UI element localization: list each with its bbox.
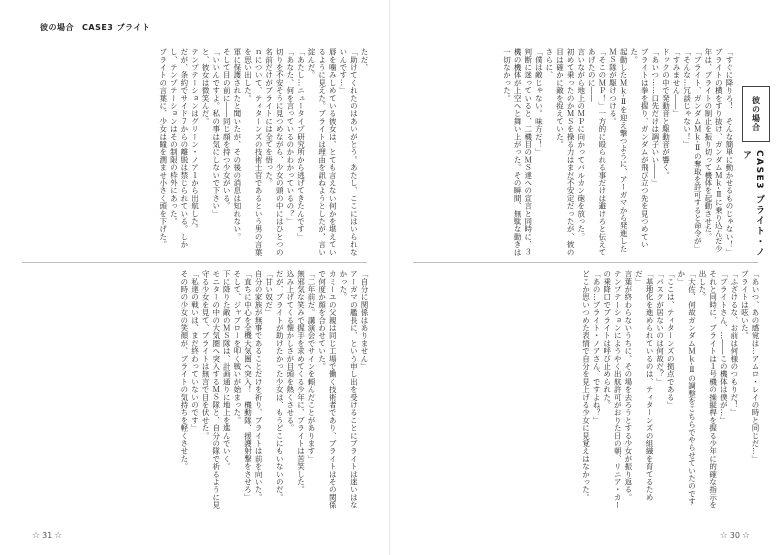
paragraph: 「大佐、何故ガンダムＭｋ‐Ⅱの調整をこちらでやらせていたのですか」 xyxy=(676,270,697,506)
star-ornament-icon: ☆ xyxy=(54,531,63,541)
paragraph: 起動したＭｋ‐Ⅱを迎え撃つように、アーガマから発進したＭＳ隊が駆けつける。 xyxy=(608,48,629,253)
paragraph: 「すみません――」 xyxy=(672,48,682,118)
paragraph: 「助けてくれたのはあいがとう。あたし、ここにはいられないんです…」 xyxy=(338,48,359,256)
paragraph: ただ、 xyxy=(360,48,369,72)
page-number-value: 30 xyxy=(729,531,740,540)
paragraph: ドックの中で発動音と駆動音が響く。 xyxy=(661,48,671,179)
paragraph: 「ここは、ティターンズの拠点である」 xyxy=(666,270,676,409)
paragraph: 「ブライト、ガンダムＭｋ‐Ⅱの奪取を許可すると命令が」 xyxy=(693,48,703,253)
paragraph: 「私達の戦いは、まだ終わっていないのです」 xyxy=(190,270,200,432)
paragraph: ブライトは拳を握り、ガンダムが飛び立つ先を見つめていた。 xyxy=(629,48,650,249)
paragraph: 「そこのＭＰ！」一方的に殴られる事だけは避けろと伝えてあげたのに―― xyxy=(587,48,607,256)
paragraph: ブライトの言葉に、少女は瞳を潤ませ小さく頭を下げた。 xyxy=(158,48,168,249)
paragraph: ブライトは呟いた。 xyxy=(740,270,750,340)
paragraph: 下に降りた敵のＭＳ隊は、計画通りに地上を進んでいく。 xyxy=(222,270,232,471)
paragraph: だが、ブライトが助けたかった少女は、もうどこにもいないのだ。 xyxy=(275,270,285,501)
paragraph: テンプテーションはグリーン・ノア１から出航した。 xyxy=(190,48,200,233)
paragraph: 「基地化を進められているのは、ティターンズの組織を育てるためだ」 xyxy=(634,270,655,501)
paragraph: その時の少女の笑顔が、ブライトの気持ちを軽くさせた。 xyxy=(179,270,189,471)
star-ornament-icon: ☆ xyxy=(32,531,41,541)
paragraph: 「ブライトさん、…――この機体は僕が…」 xyxy=(719,270,729,424)
paragraph: アーガマの艦長に、という申し出を受けることにブライトは迷いはなかった。 xyxy=(338,270,359,509)
paragraph: 「あいつ……口先だけは調子いい――」 xyxy=(650,48,660,187)
paragraph: 唇を噛みしめている彼女は、とても言えない何かを堪えているように見えた。ブライトは理由を訊ねようとしたが、言い淀んだ。 xyxy=(307,48,338,256)
paragraph: 言いながら地上のＭＰに向かってバルカン砲を放った。 xyxy=(576,48,586,241)
paragraph: ｎについて、ティターンズの技術士官であるという男の言葉を思い出した。 xyxy=(243,48,264,256)
paragraph: 「あたし…ニュータイプ研究所から逃げてきたんです」 xyxy=(296,48,306,241)
column-divider xyxy=(22,262,367,263)
right-page xyxy=(391,0,780,555)
paragraph: 「パスクが居ないのは何故だ？」 xyxy=(655,270,665,386)
left-lower-text-block xyxy=(39,270,369,510)
paragraph: 「あいつ、あの感覚は…アムロ・レイの時と同じだ…」 xyxy=(751,270,760,463)
paragraph: 初めて乗ったのかＭＳを操る力はまだ不安定だったが、彼の目は確かに敵を捉えていた。 xyxy=(555,48,576,256)
paragraph: 「すぐに降りろ！ そんな簡単に動かせるものじゃない！」 xyxy=(725,48,734,256)
paragraph: 「甘い奴だ」 xyxy=(264,270,274,317)
chapter-title: CASE3 ブライト・ノア xyxy=(741,150,764,258)
paragraph: 切りを不安そうに見つめながら、少女の頭の中にはひとつの名前だけがブライトには全てを悟った。 xyxy=(264,48,285,256)
running-head-section: 彼の場合 xyxy=(40,23,74,32)
left-page xyxy=(0,0,389,555)
paragraph: 「直ちに中心を全機大気圏へ突入！ 機動隊、援護射撃をさせろ」 xyxy=(243,270,253,501)
paragraph: 自分の家族が無事であることだけを祈り、ブライトは前を向いた。 xyxy=(254,270,264,501)
paragraph: 無邪気な笑みで握手を求めてくる少年に、ブライトは苦笑した。 xyxy=(296,270,306,494)
paragraph: 「僕は敵じゃない。味方だ！」 xyxy=(534,48,544,156)
paragraph: 「そんな…冗談じゃない！」 xyxy=(682,48,692,149)
paragraph: そして目の前に――同じ顔を持つ少女がいる。 xyxy=(222,48,232,210)
star-ornament-icon: ☆ xyxy=(719,531,728,541)
paragraph: 「いいんですよ。私の事は気にしないで下さい」 xyxy=(211,48,221,218)
paragraph: 「あなた、何を言っているのかわかっているの？」 xyxy=(285,48,295,226)
paragraph: モニターの中の大気圏へ突入するＭＳ隊と、自分の隊で祈るように見守る少女を見て、ブライトは無言で目を伏せた。 xyxy=(201,270,221,509)
paragraph: どこか思いつめた表情で自分を見上げる少女に見覚えはなかった。 xyxy=(581,270,591,501)
right-lower-text-block xyxy=(430,270,760,510)
paragraph: カミーユの父親は同じ工場で働く技術者であり、ブライトはその関係で何度か顔を合わせていた。 xyxy=(317,270,338,509)
paragraph: 「ふざけるな、お前は何様のつもりだ！」 xyxy=(729,270,739,417)
star-ornament-icon: ☆ xyxy=(741,531,750,541)
paragraph: 軍に保護されたと聞いたが、その後の消息は知れない。 xyxy=(232,48,242,241)
paragraph: そして、ジャブローを叩く戦いが始まった。 xyxy=(232,270,242,424)
paragraph: 言葉が終わらないうちに、その場を去ろうとする少女が振り返る。 xyxy=(623,270,633,501)
page-number-value: 31 xyxy=(42,531,53,540)
paragraph: だが、条約でサイド７からの離脱は禁じられている。しかし、テンプテーションはその制限の枠外にあった。 xyxy=(169,48,189,249)
running-head-case: CASE3 ブライト xyxy=(82,23,151,32)
paragraph: 込み上げてくる懐かしさが目頭を熱くさせる。 xyxy=(285,270,295,432)
paragraph: と、彼女は微笑んだ。 xyxy=(201,48,211,125)
paragraph: ブライトの横をすり抜け、ガンダムＭｋ‐Ⅱに乗り込んだ少年は、ブライトの制止を振り切って機体を起動させた。 xyxy=(703,48,724,253)
paragraph: 判断に迷っていると、二機目のＭＳ達への宣言と同時に、３機の機体が上空へと舞い上がった。その瞬間、無駄な動きは一切なかった。 xyxy=(502,48,533,256)
right-upper-text-block xyxy=(429,48,734,256)
left-upper-text-block xyxy=(39,48,369,256)
paragraph: さらに、 xyxy=(544,48,554,79)
paragraph: それと同時に、ブライトは１号機の操縦桿を握る少年に的確な指示を出した。 xyxy=(698,270,718,509)
paragraph: 「二年前だ。講演会でサインを頼んだことがあります」 xyxy=(307,270,317,463)
running-head xyxy=(40,22,150,33)
paragraph: テンプテーションにようやく出航許可がおりた日の朝、リニア・カーの乗降口でブライトは呼び止められた。 xyxy=(602,270,623,509)
chapter-label: 彼の場合 xyxy=(751,96,761,132)
paragraph: 「あの…ブライト・ノアさん、ですよね？」 xyxy=(592,270,602,424)
chapter-label-box xyxy=(742,86,770,142)
page-number-right xyxy=(718,531,752,541)
paragraph: 「自分に関係はありません」 xyxy=(360,270,369,371)
page-number-left xyxy=(30,531,64,541)
column-divider xyxy=(413,262,758,263)
